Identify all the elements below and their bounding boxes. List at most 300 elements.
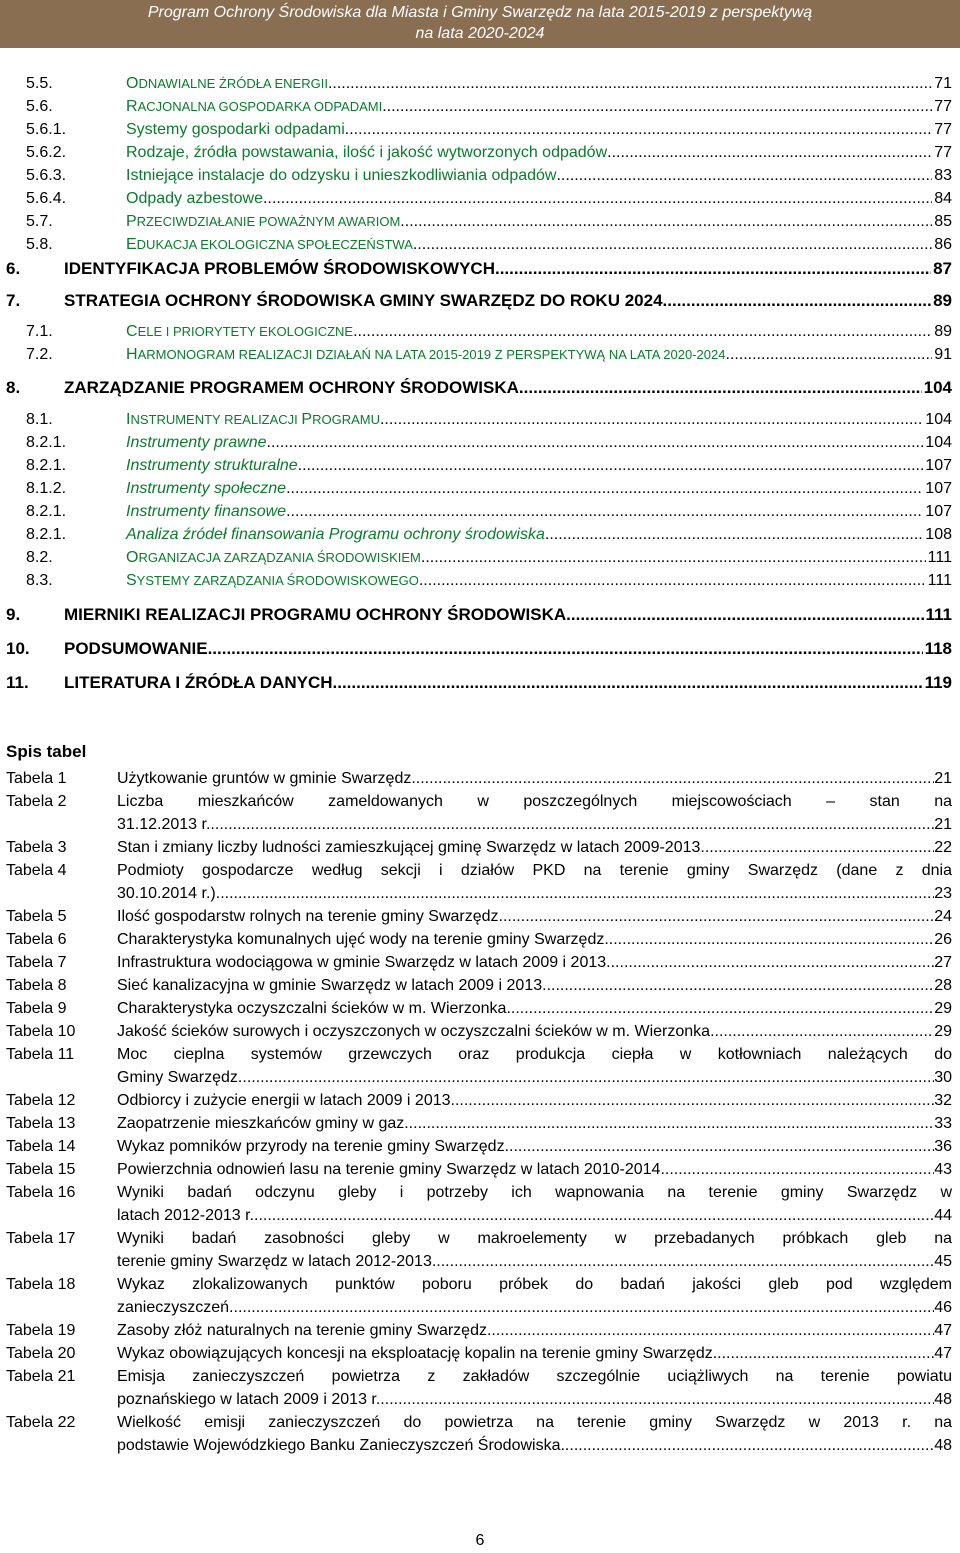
toc-entry-title-initial: C [126,323,138,340]
table-list-caption [117,1181,952,1227]
toc-entry-page: 104 [923,378,952,397]
table-list-caption [117,1135,952,1158]
toc-entry[interactable] [0,343,952,365]
table-list-caption [117,928,952,951]
table-list-caption-text: Wykaz pomników przyrody na terenie gminy Swarzędz [117,1138,505,1155]
toc-entry-title: Instrumenty prawne [126,434,267,451]
table-list-caption [117,1043,952,1089]
toc-entry-title: Rodzaje, źródła powstawania, ilość i jakość wytworzonych odpadów [126,144,608,161]
toc-entry-title: Istniejące instalacje do odzysku i unieszkodliwiania odpadów [126,167,557,184]
table-list-caption-text: Charakterystyka komunalnych ujęć wody na terenie gminy Swarzędz [117,931,605,948]
dot-leader [263,189,932,209]
table-list-entry[interactable] [0,767,952,790]
toc-entry-number: 8.2.1. [26,526,67,543]
table-list-caption-text: Użytkowanie gruntów w gminie Swarzędz [117,770,412,787]
table-list-entry[interactable] [0,1158,952,1181]
toc-entry-title-initial: O [126,75,139,92]
table-list-caption [117,1365,952,1411]
table-list-caption-text: Wykaz zlokalizowanych punktów poboru próbek do badań jakości gleb pod względem [117,1276,952,1293]
dot-leader [210,813,934,836]
toc-entry[interactable] [0,257,952,279]
toc-entry[interactable] [0,289,952,311]
toc-entry-title [126,548,421,568]
toc-entry-page: 89 [934,323,952,340]
dot-leader [560,1434,934,1457]
toc-entry-title-rest: ELE I PRIORYTETY EKOLOGICZNE [137,324,354,339]
toc-entry-title [126,322,353,342]
dot-leader [413,235,932,255]
toc-entry[interactable] [0,671,952,693]
table-list-page: 29 [934,1000,952,1017]
toc-entry-number: 8.1.2. [26,480,67,497]
toc-entry-title [126,212,400,232]
table-list-caption-line [117,905,952,928]
toc-entry-title-rest: RZECIWDZIAŁANIE POWAŻNYM AWARIOM [136,214,401,229]
tables-list-heading: Spis tabel [6,742,87,761]
table-list-caption-line [117,1388,952,1411]
table-list-caption-text: Wykaz obowiązujących koncesji na eksploatację kopalin na terenie gminy Swarzędz [117,1345,713,1362]
toc-entry-number: 8.2.1. [26,457,67,474]
dot-leader [286,479,923,499]
toc-entry-number: 8.2. [26,549,53,566]
table-list-caption-text: Wyniki badań zasobności gleby w makroelementy w przebadanych próbkach gleb na [117,1230,952,1247]
toc-entry[interactable] [0,164,952,186]
toc-entry-number: 5.6.3. [26,167,67,184]
table-list-caption [117,997,952,1020]
table-list-label: Tabela 13 [6,1115,76,1132]
dot-leader [238,1066,934,1089]
toc-entry-page: 108 [925,526,952,543]
table-list-caption-text: Zasoby złóż naturalnych na terenie gminy Swarzędz [117,1322,487,1339]
toc-entry-page: 104 [925,411,952,428]
table-list-page: 21 [934,816,952,833]
table-list-caption-line [117,1181,952,1204]
table-list-caption-text: 30.10.2014 r.) [117,885,216,902]
table-list-page: 29 [934,1023,952,1040]
toc-entry-page: 71 [934,75,952,92]
toc-entry-number: 8.1. [26,411,53,428]
dot-leader [606,951,934,974]
toc-entry-title-initial: R [126,98,138,115]
dot-leader [607,143,932,163]
toc-entry-page: 119 [924,673,952,692]
table-list-label: Tabela 3 [6,839,67,856]
table-list-page: 48 [934,1437,952,1454]
table-list-caption-text: Gminy Swarzędz [117,1069,238,1086]
dot-leader [208,639,923,659]
toc-entry-title-rest: ROGRAMU [312,412,380,427]
toc-entry[interactable] [0,210,952,232]
toc-entry-title-initial: H [126,346,138,363]
table-list-label: Tabela 19 [6,1322,76,1339]
toc-entry-title [126,97,382,117]
toc-entry-page: 111 [927,572,952,589]
toc-entry-number: 8.3. [26,572,53,589]
table-list-caption-text: Podmioty gospodarcze według sekcji i działów PKD na terenie gminy Swarzędz (dane z dnia [117,862,952,879]
toc-entry-title-initial: P [301,411,313,428]
table-list-page: 32 [934,1092,952,1109]
table-list-label: Tabela 11 [6,1046,75,1063]
toc-entry-page: 104 [925,434,952,451]
toc-entry-page: 111 [925,605,952,624]
table-list-entry[interactable] [0,905,952,928]
table-list-entry[interactable] [0,1181,952,1227]
toc-entry-page: 118 [924,639,952,658]
toc-entry-page: 77 [934,98,952,115]
table-list-label: Tabela 12 [6,1092,76,1109]
toc-entry-number: 11. [6,673,29,692]
toc-entry[interactable] [0,454,952,476]
table-list-page: 47 [934,1322,952,1339]
toc-entry-number: 7.1. [26,323,53,340]
toc-entry[interactable] [0,376,952,398]
dot-leader [519,378,922,398]
dot-leader [487,1319,934,1342]
table-list-page: 21 [934,770,952,787]
table-list-caption-line [117,859,952,882]
toc-entry-number: 8.2.1. [26,434,67,451]
toc-entry-page: 111 [927,549,952,566]
toc-entry[interactable] [0,72,952,94]
table-list-caption-line [117,813,952,836]
table-list-label: Tabela 6 [6,931,67,948]
table-list-caption [117,836,952,859]
table-list-label: Tabela 10 [6,1023,76,1040]
table-list-label: Tabela 9 [6,1000,67,1017]
table-list-entry[interactable] [0,951,952,974]
table-list-caption-line [117,1204,952,1227]
dot-leader [566,605,923,625]
table-list-entry[interactable] [0,836,952,859]
table-list-label: Tabela 18 [6,1276,76,1293]
table-list-caption-line [117,928,952,951]
toc-entry-title: STRATEGIA OCHRONY ŚRODOWISKA GMINY SWARZĘDZ DO ROKU 2024 [64,291,663,310]
table-list-entry[interactable] [0,1411,952,1457]
table-list-entry[interactable] [0,974,952,997]
dot-leader [419,571,926,591]
table-list-caption [117,1158,952,1181]
toc-entry-number: 5.7. [26,213,53,230]
dot-leader [298,456,924,476]
table-list-caption-text: Ilość gospodarstw rolnych na terenie gminy Swarzędz [117,908,499,925]
table-list-entry[interactable] [0,1020,952,1043]
toc-entry-title: Instrumenty finansowe [126,503,287,520]
table-list-page: 26 [934,931,952,948]
table-list-caption-text: Wyniki badań odczynu gleby i potrzeby ich wapnowania na terenie gminy Swarzędz w [117,1184,952,1201]
table-list-entry[interactable] [0,1319,952,1342]
dot-leader [353,322,932,342]
table-list-label: Tabela 1 [6,770,67,787]
table-list-caption-text: Sieć kanalizacyjna w gminie Swarzędz w latach 2009 i 2013 [117,977,543,994]
dot-leader [660,1158,934,1181]
table-list-caption-text: Odbiorcy i zużycie energii w latach 2009 i 2013 [117,1092,451,1109]
table-list-entry[interactable] [0,997,952,1020]
table-list-caption-line [117,882,952,905]
toc-entry-number: 7.2. [26,346,53,363]
toc-entry-number: 5.6.2. [26,144,67,161]
toc-entry-title: MIERNIKI REALIZACJI PROGRAMU OCHRONY ŚRODOWISKA [64,605,567,624]
page-header [0,0,960,48]
dot-leader [328,74,932,94]
toc-entry-page: 86 [934,236,952,253]
toc-entry-page: 107 [925,457,952,474]
table-list-caption-line [117,1319,952,1342]
table-list-page: 28 [934,977,952,994]
table-list-caption [117,1112,952,1135]
table-list-page: 47 [934,1345,952,1362]
table-list-entry[interactable] [0,1365,952,1411]
table-list-caption-text: Infrastruktura wodociągowa w gminie Swarzędz w latach 2009 i 2013 [117,954,607,971]
table-list-entry[interactable] [0,1227,952,1273]
toc-entry-number: 8. [6,378,21,397]
toc-entry-number: 5.5. [26,75,53,92]
table-list-caption-text: Liczba mieszkańców zameldowanych w poszczególnych miejscowościach – stan na [117,793,952,810]
table-list-caption-line [117,1020,952,1043]
toc-entry[interactable] [0,569,952,591]
table-list-caption-line [117,1135,952,1158]
header-title-line-2: na lata 2020-2024 [415,25,545,42]
toc-entry[interactable] [0,320,952,342]
toc-entry-title [126,410,380,430]
table-list-caption [117,974,952,997]
table-list-page: 24 [934,908,952,925]
table-list-page: 46 [934,1299,952,1316]
table-list-caption-text: Zaopatrzenie mieszkańców gminy w gaz [117,1115,405,1132]
table-list-caption-line [117,1342,952,1365]
toc-entry-title-initial: E [126,236,137,253]
table-list-label: Tabela 7 [6,954,67,971]
table-list-caption [117,905,952,928]
table-list-caption [117,767,952,790]
table-list-label: Tabela 14 [6,1138,76,1155]
dot-leader [432,1250,934,1273]
dot-leader [495,259,931,279]
table-list-page: 48 [934,1391,952,1408]
header-title-line-1: Program Ochrony Środowiska dla Miasta i Gminy Swarzędz na lata 2015-2019 z perspektywą [147,4,813,21]
dot-leader [380,410,923,430]
toc-entry-title-rest: DNAWIALNE ŹRÓDŁA ENERGII [138,76,328,91]
table-list-page: 44 [934,1207,952,1224]
table-list-caption-text: zanieczyszczeń [117,1299,230,1316]
toc-entry-title [126,345,725,365]
table-list-label: Tabela 21 [6,1368,76,1385]
toc-entry-title: PODSUMOWANIE [64,639,208,658]
table-list-label: Tabela 17 [6,1230,76,1247]
table-list-caption [117,1342,952,1365]
toc-entry-page: 77 [934,121,952,138]
table-list-entry[interactable] [0,1089,952,1112]
toc-entry[interactable] [0,603,952,625]
toc-entry-page: 107 [925,503,952,520]
table-list-entry[interactable] [0,790,952,836]
table-list-caption [117,1089,952,1112]
table-list-caption-line [117,1089,952,1112]
toc-entry-page: 89 [933,291,952,310]
table-list-caption-text: Stan i zmiany liczby ludności zamieszkującej gminę Swarzędz w latach 2009-2013 [117,839,701,856]
toc-entry[interactable] [0,523,952,545]
dot-leader [382,97,932,117]
dot-leader [542,974,934,997]
toc-entry-number: 5.8. [26,236,53,253]
toc-entry-title-initial: I [126,411,131,428]
toc-entry-number: 7. [6,291,21,310]
table-list-label: Tabela 15 [6,1161,76,1178]
toc-entry-title-initial: P [126,213,137,230]
toc-entry-title: Instrumenty społeczne [126,480,287,497]
toc-entry-page: 83 [934,167,952,184]
table-list-caption-line [117,1434,952,1457]
dot-leader [505,1135,935,1158]
table-list-caption-line [117,1112,952,1135]
dot-leader [216,882,934,905]
toc-entry-title: ZARZĄDZANIE PROGRAMEM OCHRONY ŚRODOWISKA [64,378,519,397]
table-list-caption-text: Jakość ścieków surowych i oczyszczonych w oczyszczalni ścieków w m. Wierzonka [117,1023,711,1040]
toc-entry-title-rest: ACJONALNA GOSPODARKA ODPADAMI [137,99,383,114]
table-list-caption-text: terenie gminy Swarzędz w latach 2012-2013 [117,1253,432,1270]
toc-entry[interactable] [0,187,952,209]
toc-entry[interactable] [0,500,952,522]
dot-leader [400,212,932,232]
toc-entry-title-initial: S [126,572,137,589]
table-list-caption-text: latach 2012-2013 r. [117,1207,254,1224]
toc-entry[interactable] [0,477,952,499]
table-list-caption [117,1020,952,1043]
toc-entry[interactable] [0,141,952,163]
table-list-caption-line [117,951,952,974]
table-list-caption-line [117,1296,952,1319]
toc-entry-page: 77 [934,144,952,161]
table-list-entry[interactable] [0,928,952,951]
table-list-caption-line [117,997,952,1020]
table-list-caption-line [117,790,952,813]
toc-entry-page: 85 [934,213,952,230]
dot-leader [604,928,934,951]
toc-entry[interactable] [0,408,952,430]
dot-leader [229,1296,934,1319]
dot-leader [545,525,923,545]
table-list-page: 43 [934,1161,952,1178]
dot-leader [700,836,934,859]
table-list-caption-line [117,974,952,997]
table-list-label: Tabela 2 [6,793,67,810]
table-list-caption-text: Moc cieplna systemów grzewczych oraz produkcja ciepła w kotłowniach należących do [117,1046,952,1063]
table-list-entry[interactable] [0,1342,952,1365]
toc-entry-title-rest: NSTRUMENTY REALIZACJI [130,412,302,427]
dot-leader [345,120,932,140]
toc-entry-title-rest: RGANIZACJA ZARZĄDZANIA ŚRODOWISKIEM [138,550,421,565]
table-list-caption-text: Powierzchnia odnowień lasu na terenie gminy Swarzędz w latach 2010-2014 [117,1161,661,1178]
table-list-page: 33 [934,1115,952,1132]
page-number: 6 [475,1532,485,1549]
table-list-caption-text: Wielkość emisji zanieczyszczeń do powietrza na terenie gminy Swarzędz w 2013 r. na [117,1414,952,1431]
table-list-caption [117,1411,952,1457]
table-list-caption-line [117,1411,952,1434]
table-list-label: Tabela 16 [6,1184,76,1201]
dot-leader [411,767,934,790]
toc-entry-title [126,235,413,255]
table-list-entry[interactable] [0,1043,952,1089]
toc-entry[interactable] [0,118,952,140]
table-list-caption-line [117,1273,952,1296]
toc-entry-number: 9. [6,605,21,624]
table-list-caption-line [117,1250,952,1273]
table-list-caption-line [117,767,952,790]
dot-leader [556,166,932,186]
table-list-label: Tabela 8 [6,977,67,994]
dot-leader [333,673,923,693]
toc-entry-title-rest: ARMONOGRAM REALIZACJI DZIAŁAŃ NA LATA 2015-2019 Z PERSPEKTYWĄ NA LATA 2020-2024 [137,347,726,362]
dot-leader [710,1020,934,1043]
dot-leader [713,1342,934,1365]
table-list-label: Tabela 5 [6,908,67,925]
toc-entry[interactable] [0,95,952,117]
dot-leader [421,548,926,568]
table-list-caption-line [117,836,952,859]
dot-leader [663,291,932,311]
table-list-caption-text: poznańskiego w latach 2009 i 2013 r. [117,1391,381,1408]
table-list-caption-line [117,1227,952,1250]
table-list-caption [117,859,952,905]
table-list-caption-text: podstawie Wojewódzkiego Banku Zanieczyszczeń Środowiska [117,1437,561,1454]
table-list-caption [117,790,952,836]
toc-entry-title [126,571,419,591]
toc-entry-title: Instrumenty strukturalne [126,457,298,474]
table-list-page: 45 [934,1253,952,1270]
toc-entry-title: IDENTYFIKACJA PROBLEMÓW ŚRODOWISKOWYCH [64,259,495,278]
table-list-entry[interactable] [0,1112,952,1135]
table-list-entry[interactable] [0,1135,952,1158]
table-list-caption-text: Charakterystyka oczyszczalni ścieków w m. Wierzonka [117,1000,507,1017]
toc-entry-title-rest: DUKACJA EKOLOGICZNA SPOŁECZEŃSTWA [136,237,413,252]
table-list-caption-line [117,1158,952,1181]
table-list-caption-text: Emisja zanieczyszczeń powietrza z zakładów szczególnie uciążliwych na terenie powiatu [117,1368,952,1385]
table-list-entry[interactable] [0,1273,952,1319]
table-list-label: Tabela 22 [6,1414,76,1431]
toc-entry-title-rest: YSTEMY ZARZĄDZANIA ŚRODOWISKOWEGO [136,573,419,588]
toc-entry[interactable] [0,637,952,659]
toc-entry[interactable] [0,546,952,568]
table-list-label: Tabela 20 [6,1345,76,1362]
toc-entry-title-initial: O [126,549,139,566]
dot-leader [404,1112,934,1135]
table-list-caption [117,1273,952,1319]
dot-leader [506,997,934,1020]
toc-entry-page: 91 [934,346,952,363]
dot-leader [254,1204,934,1227]
table-list-caption-text: 31.12.2013 r. [117,816,211,833]
toc-entry-page: 84 [934,190,952,207]
toc-entry[interactable] [0,431,952,453]
toc-entry-title: Systemy gospodarki odpadami [126,121,345,138]
table-list-label: Tabela 4 [6,862,67,879]
toc-entry-number: 6. [6,259,21,278]
table-list-caption-line [117,1043,952,1066]
toc-entry-page: 107 [925,480,952,497]
toc-entry[interactable] [0,233,952,255]
dot-leader [380,1388,934,1411]
toc-entry-page: 87 [933,259,952,278]
dot-leader [286,502,923,522]
table-list-page: 36 [934,1138,952,1155]
dot-leader [451,1089,935,1112]
table-list-entry[interactable] [0,859,952,905]
dot-leader [499,905,935,928]
toc-entry-number: 5.6.4. [26,190,67,207]
table-list-caption [117,1227,952,1273]
toc-entry-number: 10. [6,639,30,658]
table-list-page: 22 [934,839,952,856]
table-list-caption [117,1319,952,1342]
